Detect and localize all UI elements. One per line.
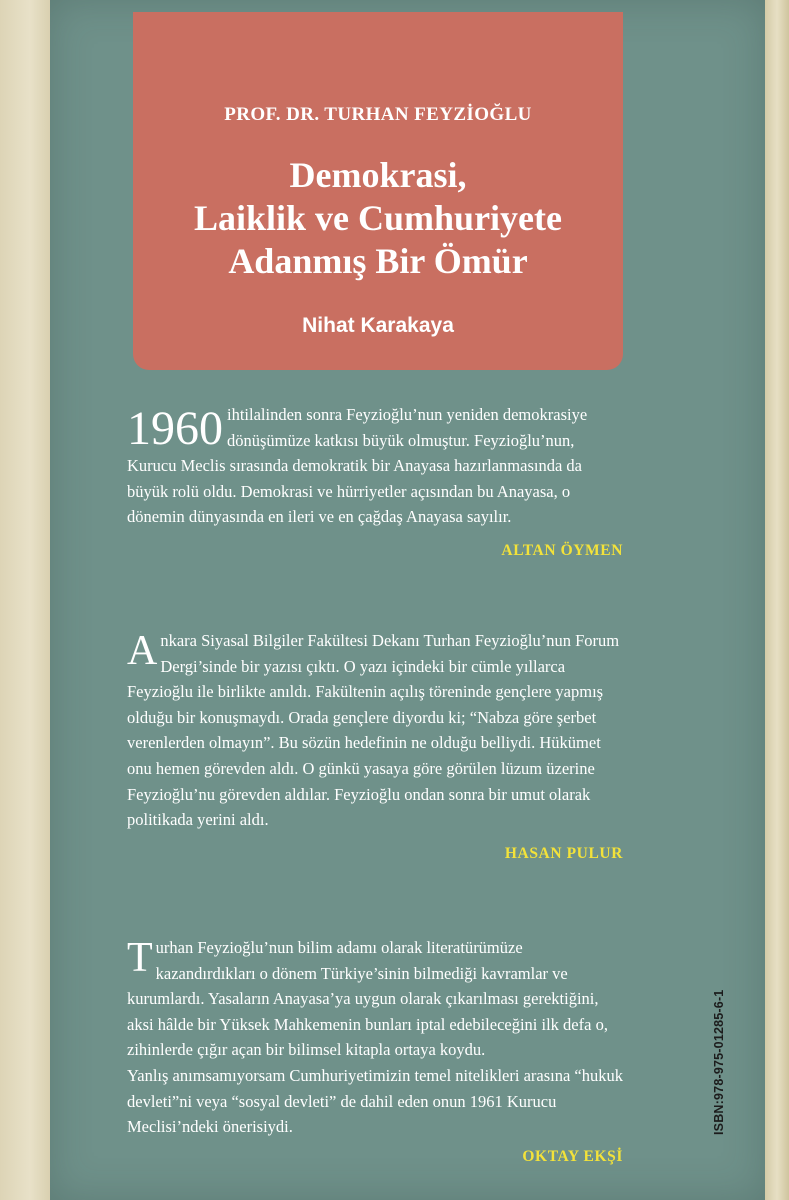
- book-title: [133, 154, 623, 283]
- quote-block: [127, 402, 623, 564]
- left-cover-strip: [0, 0, 50, 1200]
- title-box: [133, 12, 623, 370]
- quote-attribution: OKTAY EKŞİ: [522, 1147, 623, 1165]
- quote-drop-cap: A: [127, 628, 158, 674]
- quote-attribution: HASAN PULUR: [504, 844, 623, 862]
- quote-body: ihtilalinden sonra Feyzioğlu’nun yeniden demokrasiye dönüşümüze katkısı büyük olmuştur. Feyzioğlu’nun, Kurucu Meclis sırasında demokratik bir Anayasa hazırlanmasında da büyük rolü oldu. Demokrasi ve hürriyetler açısından bu Anayasa, o dönemin dünyasında en ileri ve en çağdaş Anayasa sayılır.: [127, 405, 588, 527]
- isbn-number: ISBN:978-975-01285-6-1: [712, 989, 726, 1135]
- right-board-edge: [765, 0, 789, 1200]
- book-writer-name: Nihat Karakaya: [302, 314, 454, 337]
- quote-attribution: ALTAN ÖYMEN: [501, 541, 623, 559]
- book-title-line: Demokrasi,: [289, 155, 467, 195]
- quote-body: nkara Siyasal Bilgiler Fakültesi Dekanı Turhan Feyzioğlu’nun Forum Dergi’sinde bir yazısı çıktı. O yazı içindeki bir cümle yıllarca Feyzioğlu ile birlikte anıldı. Fakültenin açılış töreninde gençlere yapmış olduğu bir konuşmaydı. Orada gençlere diyordu ki; “Nabza göre şerbet verenlerden olmayın”. Bu sözün hedefinin ne olduğu belliydi. Hükümet onu hemen görevden aldı. O günkü yasaya göre görülen lüzum üzerine Feyzioğlu’nu görevden aldılar. Feyzioğlu ondan sonra bir umut olarak politikada yerini aldı.: [127, 631, 620, 830]
- quote-drop-cap: T: [127, 935, 153, 981]
- quote-text: [127, 628, 623, 833]
- quote-text-continued: Yanlış anımsamıyorsam Cumhuriyetimizin temel nitelikleri arasına “hukuk devleti”ni veya “sosyal devleti” de dahil eden onun 1961 Kurucu Meclisi’ndeki önerisiydi.: [127, 1065, 623, 1137]
- quote-body: urhan Feyzioğlu’nun bilim adamı olarak literatürümüze kazandırdıkları o dönem Türkiye’sinin bilmediği kavramlar ve kurumlardı. Yasaların Anayasa’ya uygun olarak çıkarılması gerektiğini, aksi hâlde bir Yüksek Mahkemenin bunları iptal edebileceğini ilk defa o, zihinlerde çığır açan bir bilimsel kitapla ortaya koydu.: [127, 938, 608, 1060]
- quote-text: [127, 935, 623, 1063]
- quote-block: [127, 628, 623, 866]
- book-title-line: Laiklik ve Cumhuriyete: [193, 198, 562, 238]
- subject-author-name: PROF. DR. TURHAN FEYZİOĞLU: [224, 104, 532, 125]
- quote-lead-year: 1960: [127, 402, 223, 455]
- quote-text: [127, 402, 623, 530]
- book-title-line: Adanmış Bir Ömür: [228, 241, 528, 281]
- quote-block: [127, 935, 623, 1169]
